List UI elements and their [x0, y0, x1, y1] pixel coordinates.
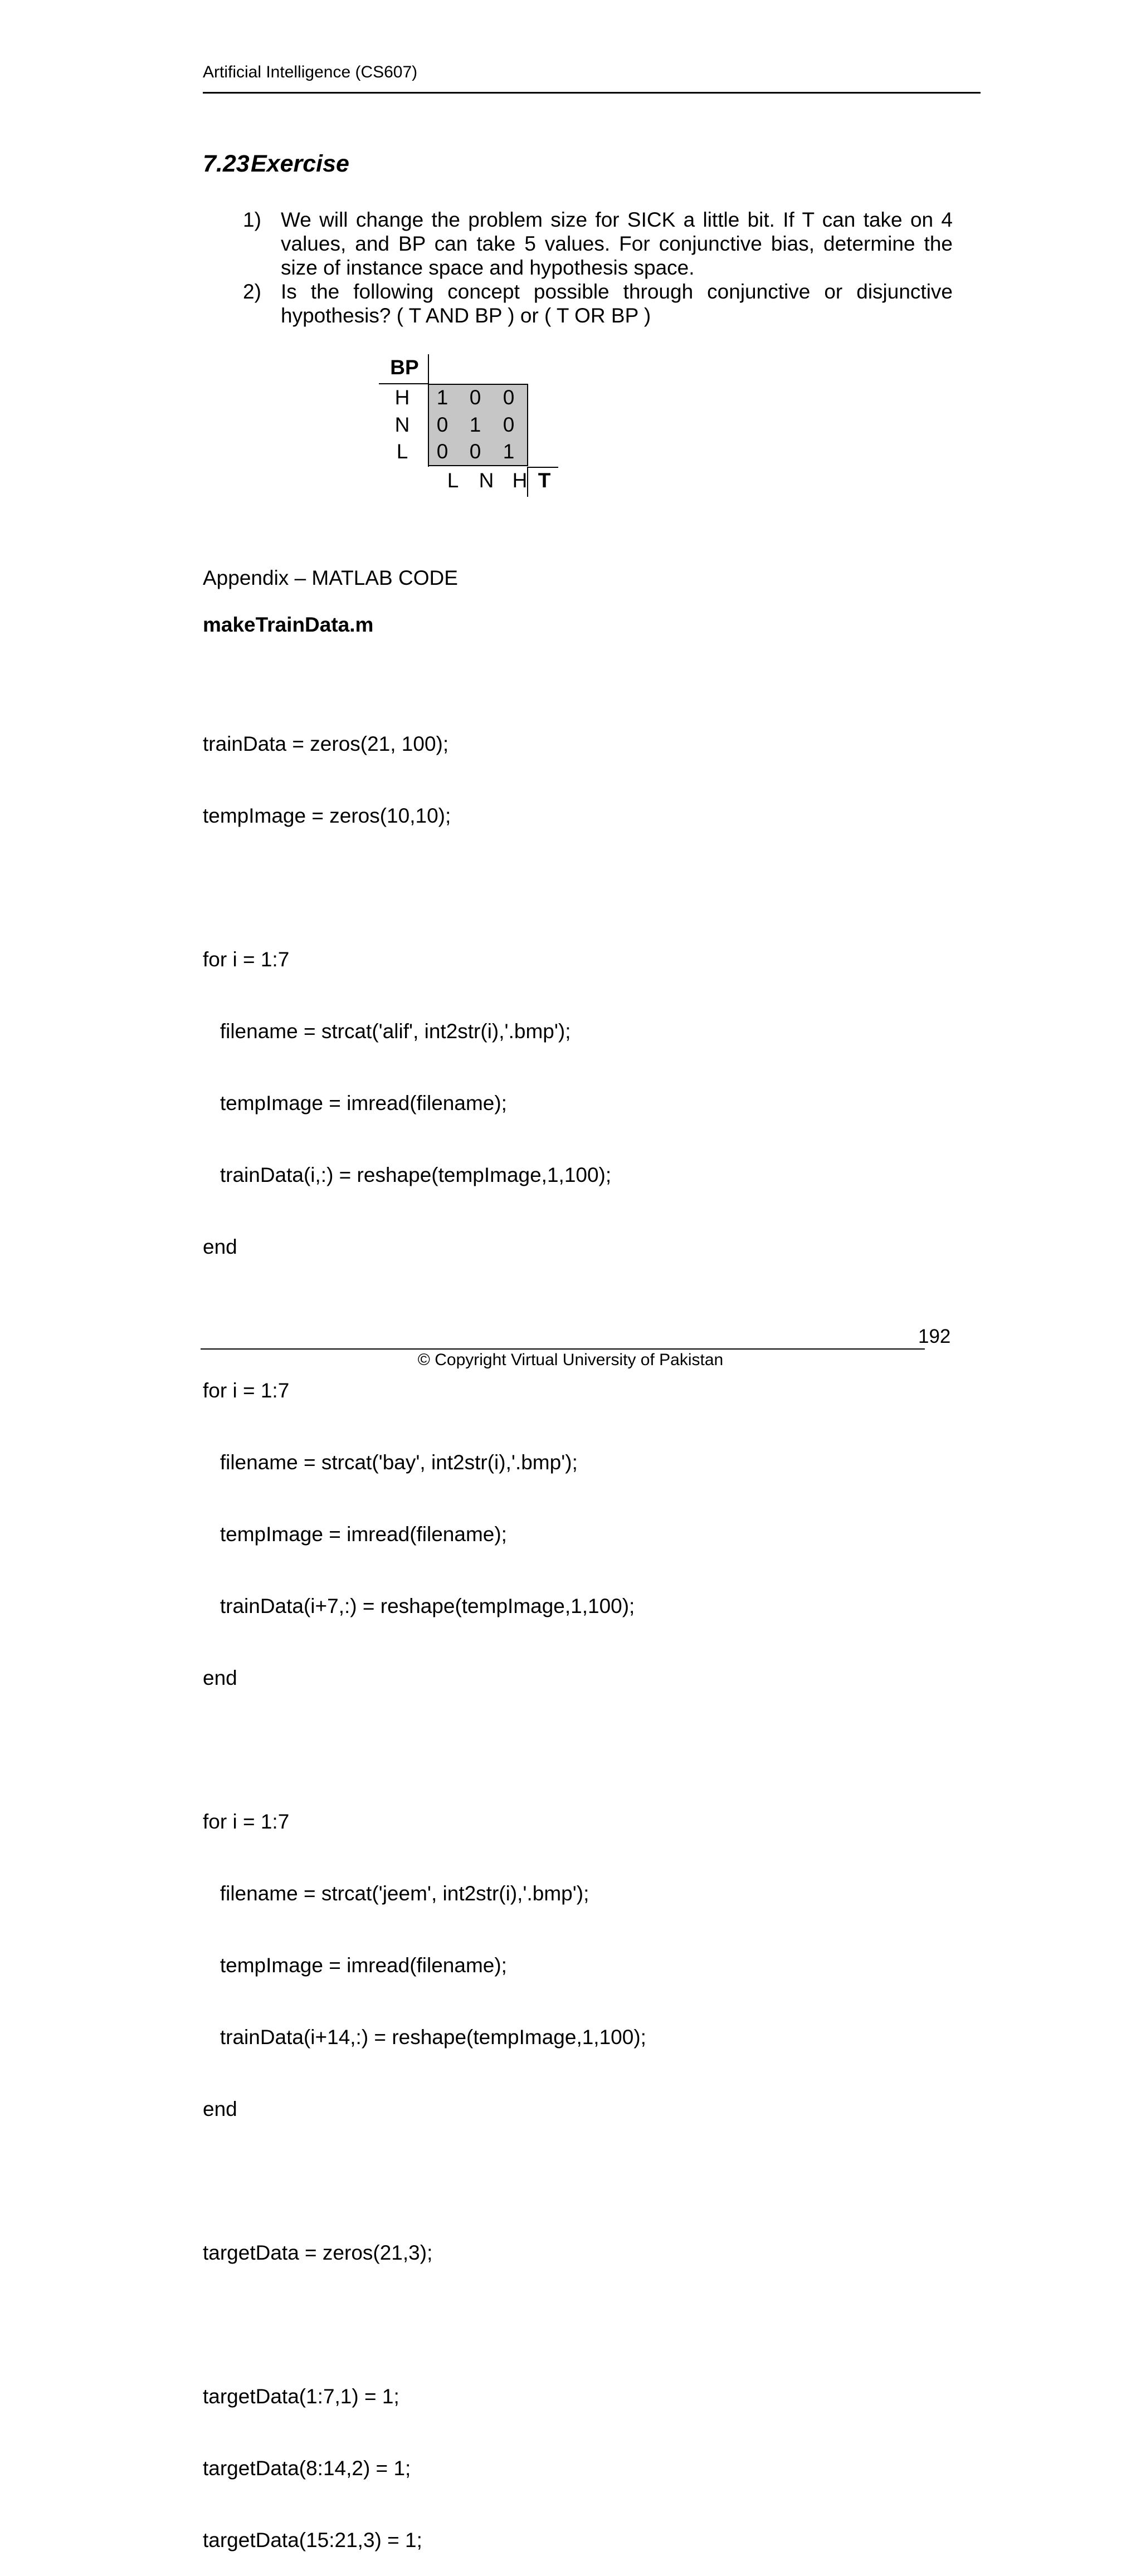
map-cell: 0 — [469, 440, 481, 463]
exercise-item-2 — [243, 280, 953, 328]
exercise-line: values, and BP can take 5 values. For conjunctive bias, determine the — [281, 232, 953, 255]
exercise-text — [281, 280, 953, 328]
row-axis-line — [428, 354, 429, 467]
map-cell: 1 — [436, 386, 448, 409]
code-block — [203, 684, 646, 2576]
col-axis-overline — [527, 467, 558, 468]
code-line: trainData = zeros(21, 100); — [203, 732, 449, 755]
code-line: tempImage = imread(filename); — [203, 1954, 507, 1977]
code-line: end — [203, 1235, 237, 1258]
exercise-marker: 1) — [243, 208, 261, 231]
code-line: tempImage = imread(filename); — [203, 1092, 507, 1115]
code-line: end — [203, 1666, 237, 1689]
map-cell: 0 — [503, 386, 515, 409]
exercise-line: Is the following concept possible through conjunctive or disjunctive — [281, 280, 953, 303]
footer-copyright — [0, 1350, 1141, 1370]
code-line: trainData(i,:) = reshape(tempImage,1,100); — [203, 1164, 612, 1186]
code-line — [203, 2169, 646, 2193]
row-axis-underline — [379, 383, 428, 384]
code-line — [203, 1307, 646, 1331]
concept-map — [379, 354, 563, 497]
col-label: L — [447, 469, 459, 492]
code-line: filename = strcat('alif', int2str(i),'.bmp'); — [203, 1020, 571, 1043]
col-label: H — [512, 469, 528, 492]
copyright-text: © Copyright Virtual University of Pakistan — [417, 1351, 724, 1369]
footer-rule — [201, 1348, 925, 1350]
exercise-text — [281, 208, 953, 280]
section-title: Exercise — [251, 150, 349, 177]
appendix-heading: Appendix – MATLAB CODE — [203, 566, 458, 589]
map-cell: 1 — [469, 413, 481, 436]
code-line: tempImage = imread(filename); — [203, 1523, 507, 1546]
exercise-line: We will change the problem size for SICK a little bit. If T can take on 4 — [281, 208, 953, 231]
code-line: tempImage = zeros(10,10); — [203, 804, 451, 827]
exercise-marker: 2) — [243, 280, 261, 303]
map-cell: 1 — [503, 440, 515, 463]
code-line: targetData = zeros(21,3); — [203, 2241, 433, 2264]
row-axis-label: BP — [390, 356, 419, 379]
code-line: trainData(i+14,:) = reshape(tempImage,1,100); — [203, 2026, 646, 2049]
header-rule — [203, 92, 981, 94]
map-cell: 0 — [436, 440, 448, 463]
running-header: Artificial Intelligence (CS607) — [203, 63, 418, 81]
code-line: for i = 1:7 — [203, 948, 290, 971]
code-line: for i = 1:7 — [203, 1810, 290, 1833]
exercise-line: hypothesis? ( T AND BP ) or ( T OR BP ) — [281, 304, 651, 327]
section-number: 7.23 — [203, 150, 250, 177]
code-line: trainData(i+7,:) = reshape(tempImage,1,100); — [203, 1595, 635, 1617]
row-label: L — [396, 440, 408, 463]
code-line: end — [203, 2098, 237, 2120]
col-label: N — [479, 469, 494, 492]
code-line: filename = strcat('jeem', int2str(i),'.bmp'); — [203, 1882, 589, 1905]
map-cell: 0 — [436, 413, 448, 436]
page-number: 192 — [918, 1326, 951, 1347]
map-cell: 0 — [469, 386, 481, 409]
row-label: H — [394, 386, 410, 409]
code-line: targetData(15:21,3) = 1; — [203, 2529, 422, 2551]
section-heading — [203, 149, 349, 178]
col-axis-label: T — [538, 469, 551, 492]
code-line — [203, 1738, 646, 1762]
code-line: for i = 1:7 — [203, 1379, 290, 1402]
exercise-line: size of instance space and hypothesis space. — [281, 256, 695, 279]
exercise-item-1 — [243, 208, 953, 280]
code-line — [203, 2313, 646, 2337]
code-file-name: makeTrainData.m — [203, 613, 374, 636]
row-label: N — [394, 413, 410, 436]
code-line — [203, 876, 646, 900]
map-cell: 0 — [503, 413, 515, 436]
code-line: targetData(1:7,1) = 1; — [203, 2385, 399, 2408]
code-line: filename = strcat('bay', int2str(i),'.bmp'); — [203, 1451, 578, 1474]
code-line: targetData(8:14,2) = 1; — [203, 2457, 411, 2480]
